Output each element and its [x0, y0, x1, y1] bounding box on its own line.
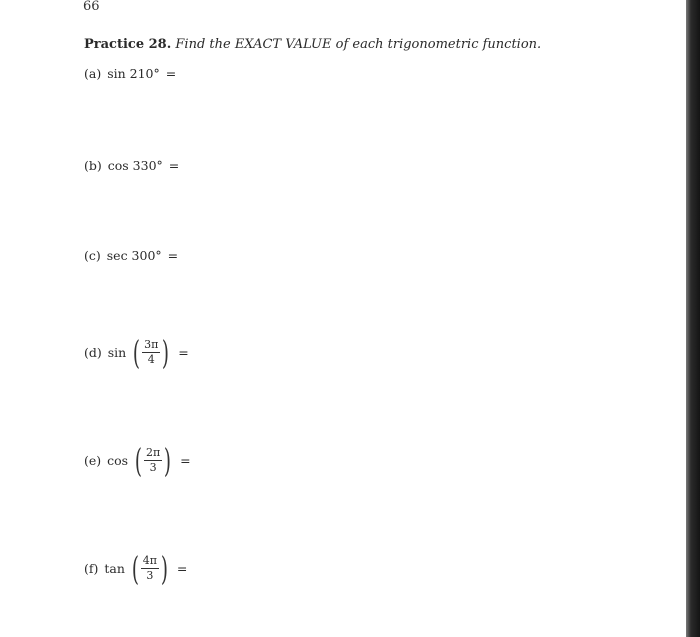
problem-d [84, 333, 189, 372]
problem-f [84, 549, 188, 588]
fraction-denominator: 3 [149, 461, 157, 474]
angle-fraction [144, 447, 162, 473]
problem-expression: sin 210° [107, 66, 160, 81]
problem-label: (c) [84, 248, 101, 263]
practice-heading [84, 37, 541, 52]
problem-a [84, 66, 176, 81]
left-paren: ( [131, 549, 139, 588]
right-paren: ) [164, 441, 172, 480]
left-paren: ( [133, 333, 141, 372]
problem-label: (d) [84, 345, 102, 360]
equals-sign: = [165, 66, 177, 81]
problem-b [84, 158, 179, 173]
page-edge-shadow [686, 0, 700, 637]
fraction-numerator: 3π [144, 338, 159, 352]
practice-title: Practice 28. [84, 37, 172, 52]
problem-c [84, 248, 178, 263]
problem-label: (f) [84, 561, 99, 576]
angle-fraction [141, 555, 159, 581]
problem-e [84, 441, 191, 480]
fraction-numerator: 4π [142, 554, 158, 568]
problem-label: (e) [84, 453, 102, 468]
trig-function: cos [107, 453, 129, 468]
equals-sign: = [176, 561, 188, 576]
equals-sign: = [178, 345, 189, 360]
trig-function: sin [107, 345, 127, 360]
problem-label: (a) [84, 66, 102, 81]
right-paren: ) [162, 333, 170, 372]
fraction-denominator: 4 [147, 353, 155, 366]
equals-sign: = [180, 453, 191, 468]
left-paren: ( [135, 441, 143, 480]
fraction-numerator: 2π [145, 446, 161, 460]
problem-expression: cos 330° [107, 158, 163, 173]
problem-expression: sec 300° [106, 248, 162, 263]
equals-sign: = [167, 248, 179, 263]
problem-label: (b) [84, 158, 102, 173]
equals-sign: = [168, 158, 180, 173]
trig-function: tan [104, 561, 125, 576]
right-paren: ) [160, 549, 169, 588]
angle-fraction [142, 339, 160, 365]
page-number: 66 [83, 0, 100, 14]
practice-instruction: Find the EXACT VALUE of each trigonometric function. [175, 37, 542, 52]
fraction-denominator: 3 [146, 569, 154, 582]
